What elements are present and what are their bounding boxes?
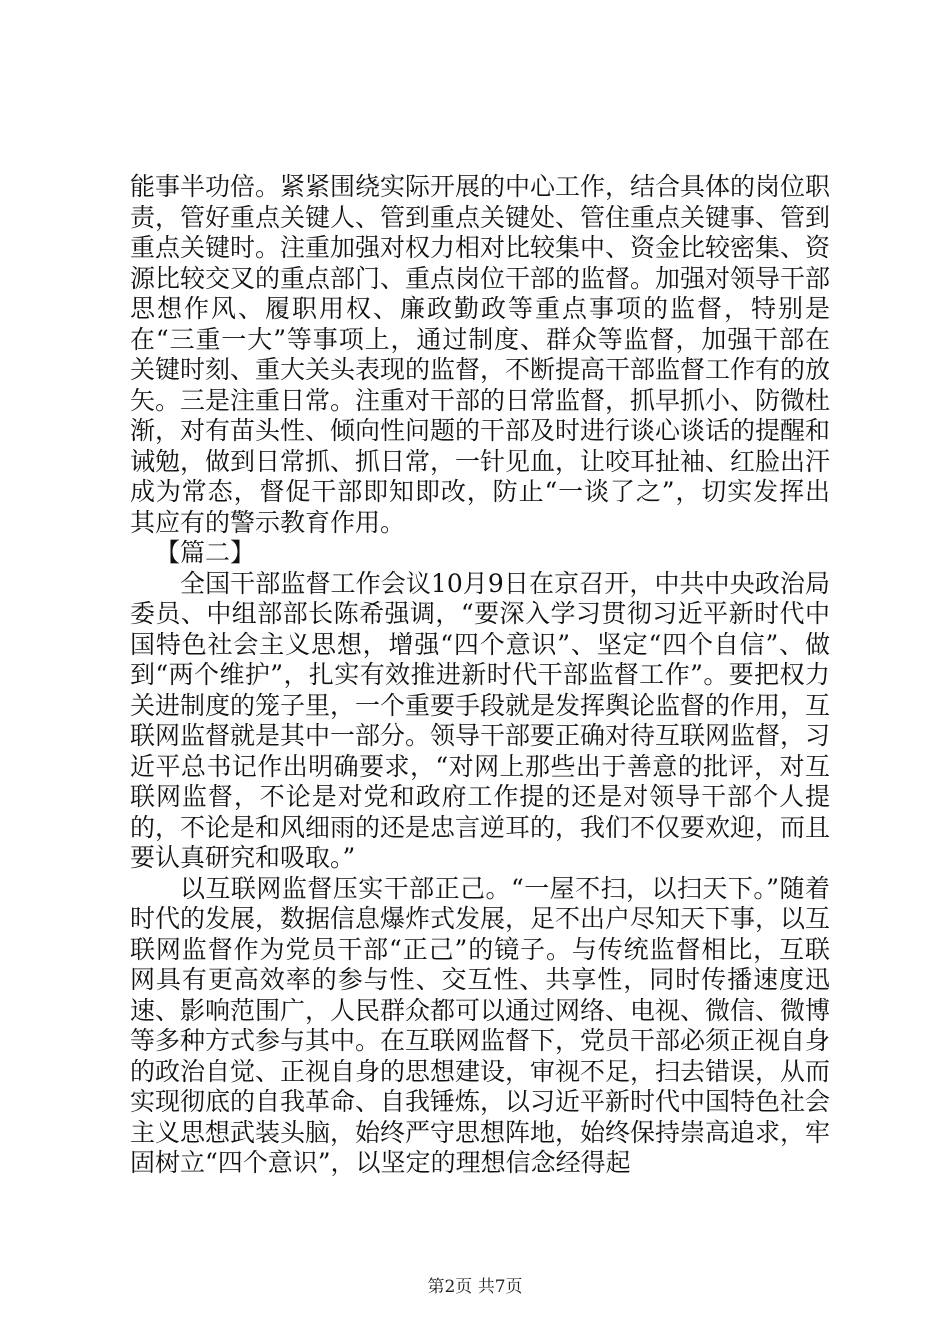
body-paragraph-2: 全国干部监督工作会议10月9日在京召开，中共中央政治局委员、中组部部长陈希强调，“要深入学习贯彻习近平新时代中国特色社会主义思想，增强“四个意识”、坚定“四个自信”、做到“两个维护”，扎实有效推进新时代干部监督工作”。要把权力关进制度的笼子里，一个重要手段就是发挥舆论监督的作用，互联网监督就是其中一部分。领导干部要正确对待互联网监督，习近平总书记作出明确要求，“对网上那些出于善意的批评，对互联网监督，不论是对党和政府工作提的还是对领导干部个人提的，不论是和风细雨的还是忠言逆耳的，我们不仅要欢迎，而且要认真研究和吸取。” bbox=[130, 568, 831, 872]
section-heading: 【篇二】 bbox=[155, 538, 256, 567]
page-number-footer: 第2页 共7页 bbox=[427, 1277, 523, 1297]
document-body bbox=[130, 172, 830, 1179]
body-paragraph-1: 能事半功倍。紧紧围绕实际开展的中心工作，结合具体的岗位职责，管好重点关键人、管到重点关键处、管住重点关键事、管到重点关键时。注重加强对权力相对比较集中、资金比较密集、资源比较交叉的重点部门、重点岗位干部的监督。加强对领导干部思想作风、履职用权、廉政勤政等重点事项的监督，特别是在“三重一大”等事项上，通过制度、群众等监督，加强干部在关键时刻、重大关头表现的监督，不断提高干部监督工作有的放矢。三是注重日常。注重对干部的日常监督，抓早抓小、防微杜渐，对有苗头性、倾向性问题的干部及时进行谈心谈话的提醒和诫勉，做到日常抓、抓日常，一针见血，让咬耳扯袖、红脸出汗成为常态，督促干部即知即改，防止“一谈了之”，切实发挥出其应有的警示教育作用。 bbox=[130, 172, 831, 537]
body-paragraph-3: 以互联网监督压实干部正己。“一屋不扫，以扫天下。”随着时代的发展，数据信息爆炸式发展，足不出户尽知天下事，以互联网监督作为党员干部“正己”的镜子。与传统监督相比，互联网具有更高效率的参与性、交互性、共享性，同时传播速度迅速、影响范围广，人民群众都可以通过网络、电视、微信、微博等多种方式参与其中。在互联网监督下，党员干部必须正视自身的政治自觉、正视自身的思想建设，审视不足，扫去错误，从而实现彻底的自我革命、自我锤炼，以习近平新时代中国特色社会主义思想武装头脑，始终严守思想阵地，始终保持崇高追求，牢固树立“四个意识”，以坚定的理想信念经得起 bbox=[130, 873, 831, 1177]
